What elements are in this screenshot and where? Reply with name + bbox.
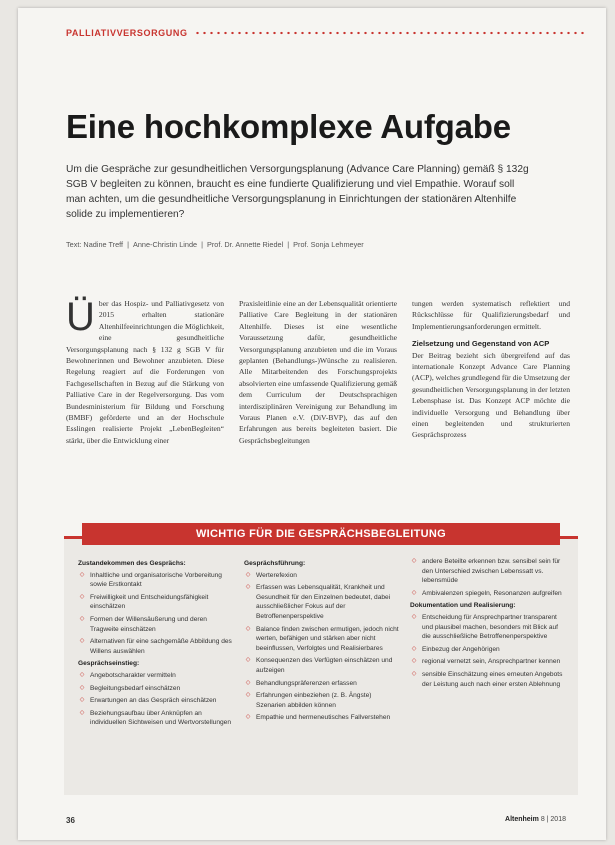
diamond-bullet-icon: ◇ — [79, 593, 85, 600]
box-list — [410, 557, 566, 598]
box-list-item-text: Inhaltliche und organisatorische Vorbereitung sowie Erstkontakt — [90, 571, 222, 589]
diamond-bullet-icon: ◇ — [79, 615, 85, 622]
page-number: 36 — [66, 816, 75, 825]
box-list-item-text: Konsequenzen des Verfügten einschätzen und aufzeigen — [256, 657, 393, 674]
article-column-1 — [66, 295, 224, 520]
article-lead: Um die Gespräche zur gesundheitlichen Versorgungsplanung (Advance Care Planning) gemäß § 132g SGB V begleiten zu können, braucht es eine fundierte Qualifizierung und viel Empathie. Worauf soll man achten, um die gesundheitliche Versorgungsplanung in Einrichtungen der stationären Altenhilfe solide zu implementieren? — [66, 164, 529, 220]
column-1-text: ber das Hospiz- und Palliativgesetz von 2015 erhalten stationäre Altenhilfeeinrichtungen die Möglichkeit, eine gesundheitliche Versorgungsplanung nach § 132 g SGB V für Bewohnerinnen und Bewohner anzubieten. Diese Regelung reagiert auf die Forderungen von Fachgesellschaften in Bezug auf die Stärkung von Palliative Care in der Regelversorgung. Das vom Bundesministerium für Bildung und Forschung (BMBF) geförderte und an der Hochschule Esslingen realisierte Projekt „LebenBegleiten“ stärkt, über die Entwicklung einer — [66, 299, 224, 445]
box-list-item-text: Balance finden zwischen ermutigen, jedoch nicht werten, befähigen und stärken aber nicht beeinflussen, Verfolgtes und Realisierbares — [256, 625, 399, 652]
diamond-bullet-icon: ◇ — [245, 692, 251, 699]
info-box-column-1 — [78, 557, 234, 731]
article-body — [66, 295, 570, 520]
article-title: Eine hochkomplexe Aufgabe — [66, 108, 511, 145]
column-3-text-a: tungen werden systematisch reflektiert und Rückschlüsse für Qualifizierungsbedarf und Implementierungsanforderungen ermittelt. — [412, 299, 570, 331]
column-3-text-b: Der Beitrag bezieht sich übergreifend auf das internationale Konzept Advance Care Planning (ACP), welches grundlegend für die Umsetzung der gesundheitlichen Versorgungsplanung in der letzten Lebensphase ist. Das Konzept ACP möchte die individuelle Versorgung und Behandlung über einen begleitenden und strukturierten Gesprächsprozess — [412, 350, 570, 440]
box-list-item-text: regional vernetzt sein, Ansprechpartner kennen — [422, 658, 561, 666]
info-box — [64, 528, 578, 795]
box-list-item — [78, 637, 234, 656]
box-list — [244, 571, 400, 723]
diamond-bullet-icon: ◇ — [245, 714, 251, 721]
box-list-item — [410, 613, 566, 642]
diamond-bullet-icon: ◇ — [411, 558, 417, 564]
box-list-item — [78, 571, 234, 590]
dotted-rule — [194, 31, 586, 35]
box-list-item-text: Freiwilligkeit und Entscheidungsfähigkeit einschätzen — [90, 593, 209, 611]
magazine-page — [18, 8, 606, 840]
box-list-item — [410, 657, 566, 667]
diamond-bullet-icon: ◇ — [245, 625, 251, 632]
box-list-item-text: Werterefexion — [256, 571, 297, 579]
box-list — [78, 671, 234, 728]
box-list-item — [244, 656, 400, 675]
box-list-item — [78, 615, 234, 634]
diamond-bullet-icon: ◇ — [79, 638, 85, 645]
author-3: Prof. Dr. Annette Riedel — [206, 240, 284, 249]
diamond-bullet-icon: ◇ — [245, 657, 251, 664]
box-list-item — [78, 671, 234, 681]
box-list-item-text: Empathie und hermeneutisches Fallverstehen — [256, 714, 391, 722]
box-list-item — [244, 713, 400, 723]
box-list-item-text: Begleitungsbedarf einschätzen — [90, 684, 181, 692]
diamond-bullet-icon: ◇ — [79, 697, 85, 704]
footer-issue — [505, 816, 566, 823]
box-list-item-text: Einbezug der Angehörigen — [422, 645, 500, 653]
diamond-bullet-icon: ◇ — [245, 584, 251, 591]
diamond-bullet-icon: ◇ — [245, 571, 251, 578]
diamond-bullet-icon: ◇ — [411, 658, 417, 665]
box-list-item — [78, 684, 234, 694]
rubric-label: PALLIATIVVERSORGUNG — [66, 28, 188, 38]
diamond-bullet-icon: ◇ — [411, 670, 417, 677]
box-list-item-text: Erfassen was Lebensqualität, Krankheit und Gesundheit für den Einzelnen bedeutet, dabei ausschließlicher Fokus auf der Betroffenenperspektive — [256, 584, 391, 620]
box-list-item-text: Formen der Willensäußerung und deren Tragweite einschätzen — [90, 615, 207, 633]
box-list-item-text: Ambivalenzen spiegeln, Resonanzen aufgreifen — [422, 589, 562, 597]
column-2-text: Praxisleitlinie eine an der Lebensqualität orientierte Palliative Care Begleitung in der stationären Altenhilfe. Dieses ist eine wesentliche Voraussetzung dafür, gesundheitliche Versorgungsplanung anzubieten und die im Voraus geplanten (Behandlungs-)Wünsche zu realisieren. Alle Mitarbeitenden des Forschungsprojekts absolvierten eine umfassende Qualifizierung gemäß dem Curriculum der Deutschsprachigen interdisziplinären Vereinigung zur Behandlung im Voraus Planen e.V. (DiV-BVP), das auf den Erfahrungen aus bereits begleiteten basiert. Die Gesprächsbegleitungen — [239, 299, 397, 445]
box-list-item-text: sensible Einschätzung eines erneuten Angebots der Leistung auch nach einer ersten Ablehnung — [422, 670, 563, 688]
box-list-item-text: Angebotscharakter vermitteln — [90, 671, 176, 679]
drop-cap: Ü — [66, 295, 95, 339]
section-rubric — [66, 28, 586, 38]
diamond-bullet-icon: ◇ — [79, 709, 85, 716]
info-box-column-3 — [410, 557, 566, 731]
info-box-title: WICHTIG FÜR DIE GESPRÄCHSBEGLEITUNG — [82, 523, 560, 545]
box-list-item-text: Behandlungspräferenzen erfassen — [256, 679, 357, 687]
info-box-columns — [78, 557, 566, 731]
box-list — [410, 613, 566, 689]
box-list-item-text: Alternativen für eine sachgemäße Abbildung des Willens auswählen — [90, 638, 232, 655]
article-column-2 — [239, 298, 397, 520]
box-list-item — [410, 645, 566, 655]
box-list-item — [244, 583, 400, 621]
box-heading: Gesprächsführung: — [244, 560, 306, 567]
author-2: Anne-Christin Linde — [132, 240, 198, 249]
article-column-3 — [412, 298, 570, 520]
box-list-item-text: Beziehungsaufbau über Anknüpfen an individuellen Sichtweisen und Wertvorstellungen — [90, 709, 231, 727]
author-1: Text: Nadine Treff — [66, 240, 124, 249]
info-box-column-2 — [244, 557, 400, 731]
diamond-bullet-icon: ◇ — [411, 645, 417, 652]
box-list-item — [410, 670, 566, 689]
box-heading: Zustandekommen des Gesprächs: — [78, 560, 186, 567]
box-list-item — [244, 679, 400, 689]
diamond-bullet-icon: ◇ — [79, 671, 85, 678]
box-heading: Gesprächseinstieg: — [78, 660, 140, 668]
box-list-item — [78, 696, 234, 706]
box-list — [78, 571, 234, 657]
diamond-bullet-icon: ◇ — [79, 571, 85, 578]
box-list-item — [244, 691, 400, 710]
box-list-item-text: andere Beteilte erkennen bzw. sensibel sein für den Unterschied zwischen Lebenssatt vs. lebensmüde — [422, 558, 561, 585]
box-list-item — [410, 557, 566, 586]
box-list-item — [244, 571, 400, 581]
byline: Text: Nadine Treff | Anne-Christin Linde | Prof. Dr. Annette Riedel | Prof. Sonja Lehmeyer — [66, 240, 364, 249]
box-list-item-text: Erfahrungen einbeziehen (z. B. Ängste) Szenarien abbilden können — [256, 692, 372, 709]
author-4: Prof. Sonja Lehmeyer — [293, 240, 364, 249]
box-list-item-text: Entscheidung für Ansprechpartner transparent und plausibel machen, besonders mit Blick auf die ausschließliche Betroffenenperspektive — [422, 613, 558, 641]
box-heading: Dokumentation und Realisierung: — [410, 602, 516, 610]
box-list-item — [244, 625, 400, 654]
diamond-bullet-icon: ◇ — [79, 684, 85, 691]
box-list-item — [410, 589, 566, 599]
issue-number: 8 | 2018 — [540, 816, 566, 823]
box-list-item — [78, 709, 234, 728]
magazine-name: Altenheim — [505, 816, 539, 823]
box-list-item — [78, 593, 234, 612]
diamond-bullet-icon: ◇ — [411, 613, 417, 620]
article-subhead: Zielsetzung und Gegenstand von ACP — [412, 339, 550, 349]
diamond-bullet-icon: ◇ — [245, 679, 251, 686]
diamond-bullet-icon: ◇ — [411, 589, 417, 596]
box-list-item-text: Erwartungen an das Gespräch einschätzen — [90, 697, 217, 705]
